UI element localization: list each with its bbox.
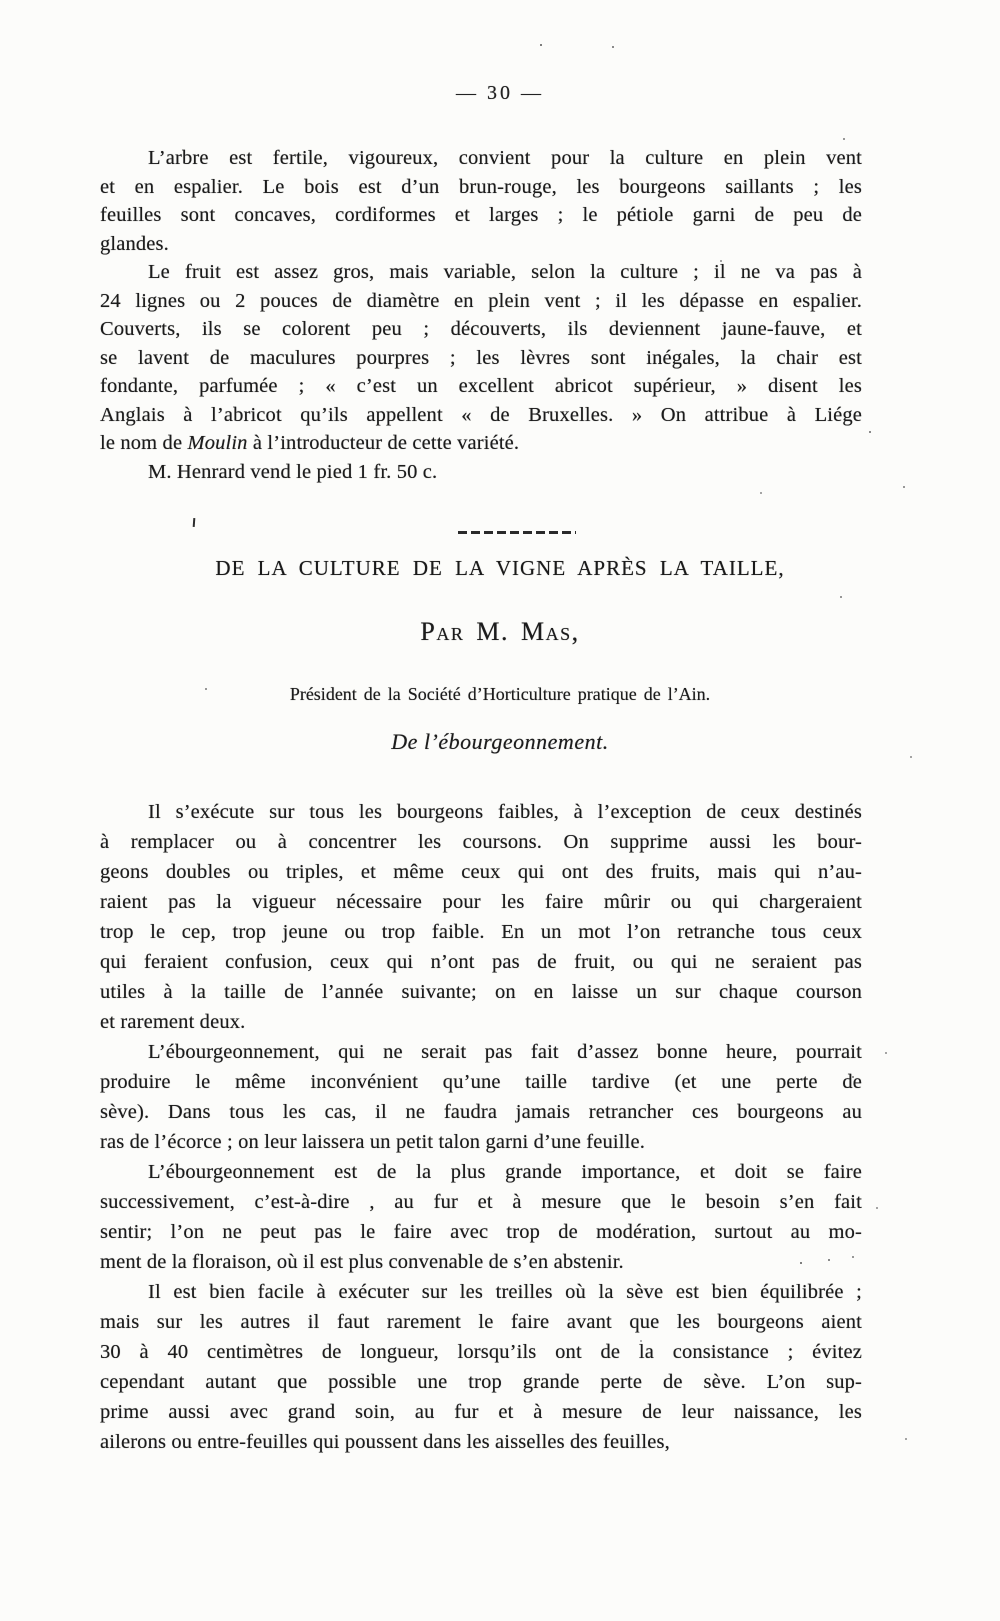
article-title: DE LA CULTURE DE LA VIGNE APRÈS LA TAILLE, [215,556,785,580]
text-line: qui feraient confusion, ceux qui n’ont pas de fruit, ou qui ne seraient pas [100,951,862,973]
text-line: geons doubles ou triples, et même ceux qui ont des fruits, mais qui n’au- [100,861,862,883]
section-divider-rule [458,531,576,534]
text-line: utiles à la taille de l’année suivante; on en laisse un sur chaque courson [100,981,862,1003]
scan-noise-specks [0,0,2,2]
scan-noise-tick [193,518,196,527]
text-line: L’ébourgeonnement est de la plus grande importance, et doit se faire [148,1161,862,1183]
text-line: 24 lignes ou 2 pouces de diamètre en plein vent ; il les dépasse en espalier. [100,289,862,312]
text-line: L’ébourgeonnement, qui ne serait pas fait d’assez bonne heure, pourrait [148,1041,862,1063]
paragraph [100,1157,862,1277]
text-line: à remplacer ou à concentrer les coursons. On supprime aussi les bour- [100,831,862,853]
text-line: M. Henrard vend le pied 1 fr. 50 c. [148,460,438,483]
text-line: L’arbre est fertile, vigoureux, convient pour la culture en plein vent [148,147,862,169]
text-line: successivement, c’est-à-dire , au fur et à mesure que le besoin s’en fait [100,1191,862,1213]
paragraph [100,144,862,258]
paragraph [100,258,862,458]
text-line: raient pas la vigueur nécessaire pour les faire mûrir ou qui chargeraient [100,891,862,913]
text-line: Couverts, ils se colorent peu ; découverts, ils deviennent jaune-fauve, et [100,318,862,340]
paragraph [100,797,862,1037]
text-line: et en espalier. Le bois est d’un brun-rouge, les bourgeons saillants ; les [100,175,862,198]
paragraph [100,458,862,487]
text-line: feuilles sont concaves, cordiformes et larges ; le pétiole garni de peu de [100,204,862,226]
text-line: trop le cep, trop jeune ou trop faible. En un mot l’on retranche tous ceux [100,921,862,943]
page-number: — 30 — [456,82,544,104]
text-line: Le fruit est assez gros, mais variable, selon la culture ; il ne va pas à [148,261,862,283]
text-line: ras de l’écorce ; on leur laissera un petit talon garni d’une feuille. [100,1131,645,1153]
text-line: 30 à 40 centimètres de longueur, lorsqu’ils ont de la consistance ; évitez [100,1341,862,1363]
text-line: Il est bien facile à exécuter sur les treilles où la sève est bien équilibrée ; [148,1281,862,1303]
text-line: Il s’exécute sur tous les bourgeons faibles, à l’exception de ceux destinés [148,801,862,823]
text-line: sève). Dans tous les cas, il ne faudra jamais retrancher ces bourgeons au [100,1101,862,1123]
article-body [100,797,862,1457]
text-line: ment de la floraison, où il est plus convenable de s’en abstenir. [100,1251,624,1273]
text-line: et rarement deux. [100,1011,246,1033]
text-line: glandes. [100,232,169,255]
text-line: mais sur les autres il faut rarement le faire avant que les bourgeons aient [100,1311,862,1333]
article-byline: Par M. Mas, [420,617,580,646]
text-line: ailerons ou entre-feuilles qui poussent dans les aisselles des feuilles, [100,1431,670,1453]
paragraph [100,1277,862,1457]
paragraph [100,1037,862,1157]
text-line: se lavent de maculures pourpres ; les lèvres sont inégales, la chair est [100,346,862,369]
article-section-title: De l’ébourgeonnement. [391,729,609,754]
text-line: produire le même inconvénient qu’une taille tardive (et une perte de [100,1071,862,1093]
text-line: fondante, parfumée ; « c’est un excellent abricot supérieur, » disent les [100,375,862,397]
intro-section [100,144,862,486]
text-line: Anglais à l’abricot qu’ils appellent « de Bruxelles. » On attribue à Liége [100,403,862,426]
text-line: cependant autant que possible une trop grande perte de sève. L’on sup- [100,1371,862,1393]
text-line: le nom de Moulin à l’introducteur de cette variété. [100,432,520,454]
text-line: sentir; l’on ne peut pas le faire avec trop de modération, surtout au mo- [100,1221,862,1243]
article-affiliation: Président de la Société d’Horticulture pratique de l’Ain. [289,684,711,704]
text-line: prime aussi avec grand soin, au fur et à mesure de leur naissance, les [100,1401,862,1423]
